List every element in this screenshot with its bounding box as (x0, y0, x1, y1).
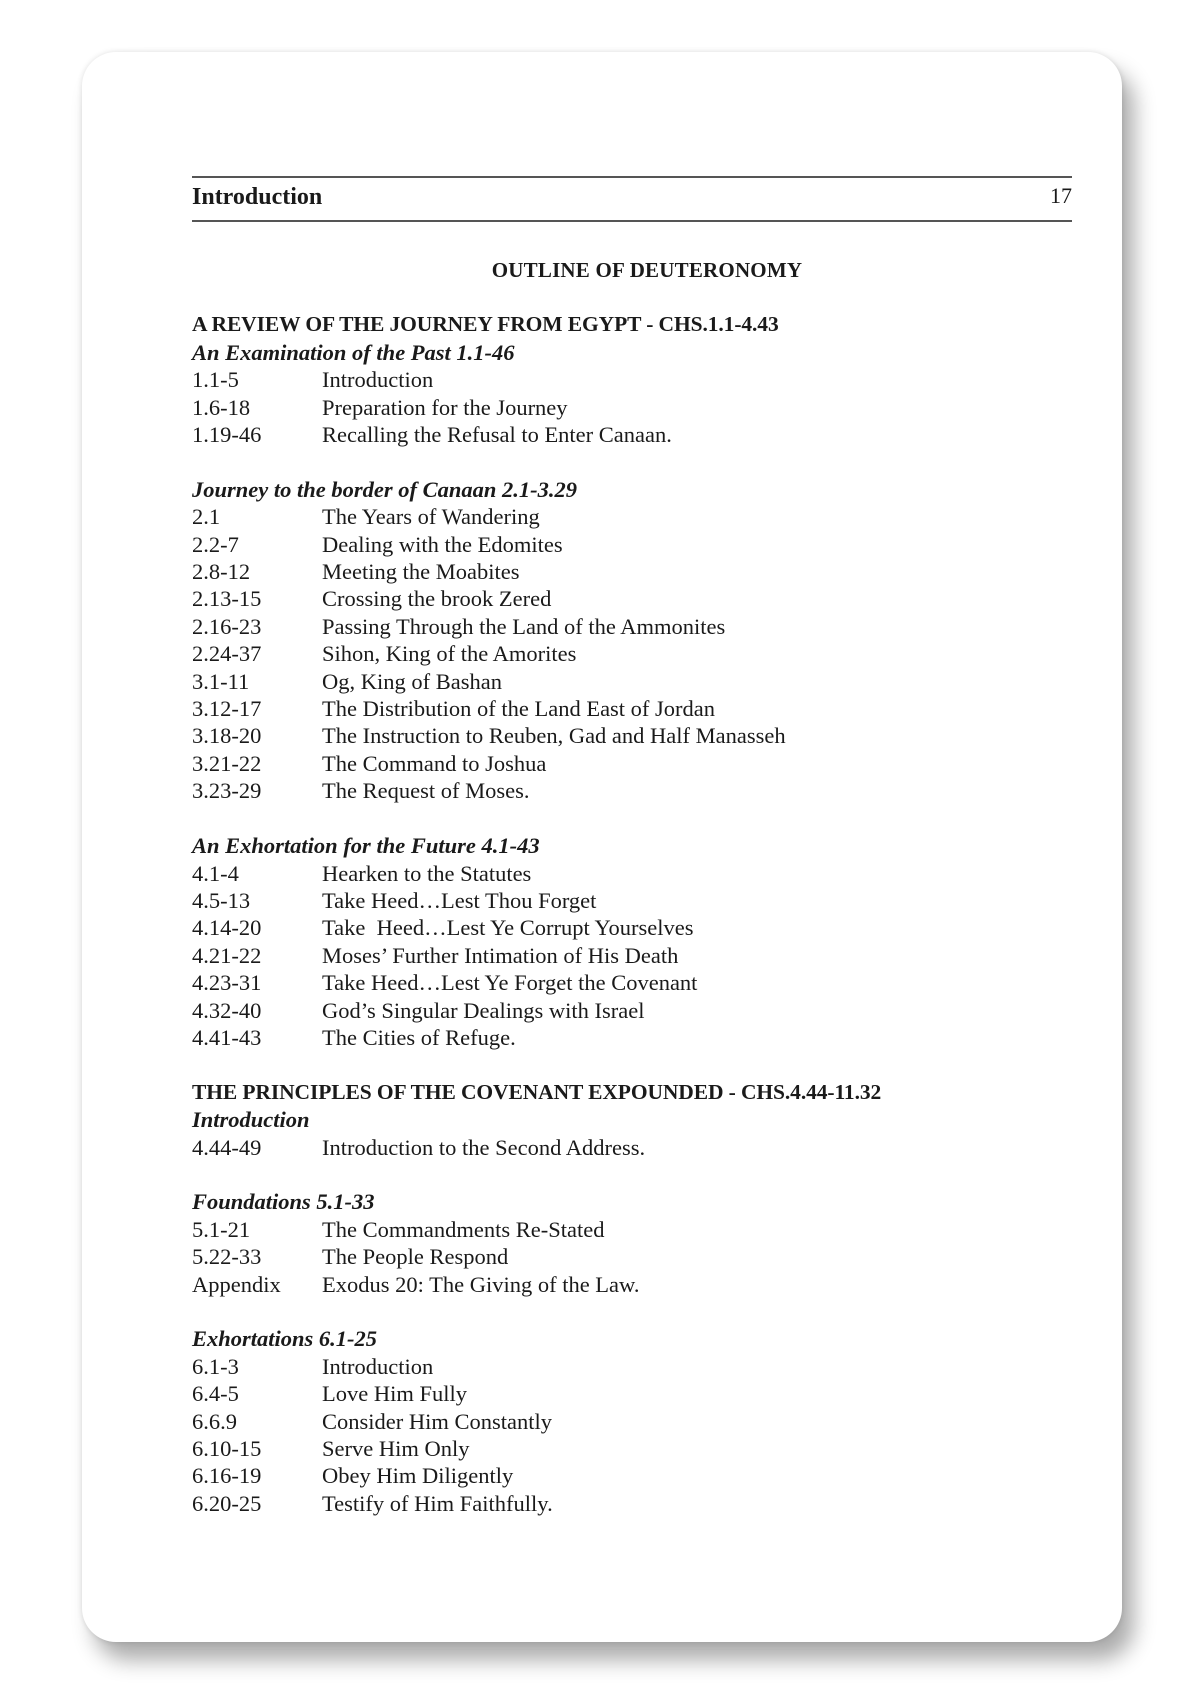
entry-reference: 4.23-31 (192, 970, 262, 996)
entry-description: The People Respond (322, 1244, 509, 1270)
outline-entry (192, 1134, 1072, 1161)
entry-description: Meeting the Moabites (322, 559, 520, 585)
outline-entry (192, 695, 1072, 722)
entry-description: Exodus 20: The Giving of the Law. (322, 1271, 640, 1297)
entry-description: Crossing the brook Zered (322, 586, 552, 612)
outline-entry (192, 668, 1072, 695)
entry-description: Consider Him Constantly (322, 1408, 552, 1434)
entry-reference: 6.6.9 (192, 1408, 237, 1434)
outline-entry (192, 1353, 1072, 1380)
entry-description: Og, King of Bashan (322, 668, 502, 694)
entry-description: The Years of Wandering (322, 504, 540, 530)
outline-entry (192, 1462, 1072, 1489)
outline-entry (192, 366, 1072, 393)
entry-reference: 5.1-21 (192, 1216, 251, 1242)
entry-description: Introduction to the Second Address. (322, 1134, 646, 1160)
outline-entry (192, 997, 1072, 1024)
entry-reference: 3.21-22 (192, 750, 262, 776)
outline-entry (192, 640, 1072, 667)
outline-entry (192, 558, 1072, 585)
entry-reference: 6.1-3 (192, 1353, 239, 1379)
entry-description: The Instruction to Reuben, Gad and Half Manasseh (322, 723, 786, 749)
entry-reference: 3.1-11 (192, 668, 250, 694)
entry-reference: 6.10-15 (192, 1435, 262, 1461)
entry-description: Introduction (322, 1353, 434, 1379)
entry-reference: 6.16-19 (192, 1463, 262, 1489)
outline-entry (192, 942, 1072, 969)
section-title: Introduction (192, 1107, 310, 1133)
entry-description: Serve Him Only (322, 1435, 470, 1461)
outline-entry (192, 1024, 1072, 1051)
section-title: An Exhortation for the Future 4.1-43 (192, 833, 540, 859)
outline-part (192, 311, 1072, 1051)
entry-reference: 2.8-12 (192, 559, 251, 585)
outline-content (192, 257, 1072, 1545)
entry-description: The Command to Joshua (322, 750, 547, 776)
outline-entry (192, 531, 1072, 558)
outline-section (192, 476, 1072, 805)
entry-description: The Commandments Re-Stated (322, 1216, 605, 1242)
entry-reference: 1.19-46 (192, 422, 262, 448)
entry-reference: 5.22-33 (192, 1244, 262, 1270)
entry-reference: 4.14-20 (192, 915, 262, 941)
outline-entry (192, 585, 1072, 612)
entry-description: Take Heed…Lest Ye Forget the Covenant (322, 970, 698, 996)
outline-entry (192, 914, 1072, 941)
entry-reference: 3.23-29 (192, 778, 262, 804)
section-title: Journey to the border of Canaan 2.1-3.29 (192, 476, 578, 502)
outline-entry (192, 887, 1072, 914)
entry-description: Love Him Fully (322, 1381, 467, 1407)
outline-entry (192, 1271, 1072, 1298)
outline-entry (192, 421, 1072, 448)
outline-entry (192, 777, 1072, 804)
entry-description: God’s Singular Dealings with Israel (322, 997, 645, 1023)
outline-section (192, 832, 1072, 1051)
outline-entry (192, 1408, 1072, 1435)
outline-entry (192, 860, 1072, 887)
entry-description: Moses’ Further Intimation of His Death (322, 942, 679, 968)
entry-reference: 2.1 (192, 504, 221, 530)
outline-entry (192, 503, 1072, 530)
outline-entry (192, 1380, 1072, 1407)
section-title: Foundations 5.1-33 (192, 1189, 375, 1215)
entry-reference: 4.5-13 (192, 887, 251, 913)
running-header-title: Introduction (192, 184, 323, 210)
outline-section (192, 1325, 1072, 1517)
outline-section (192, 1106, 1072, 1161)
entry-description: Introduction (322, 367, 434, 393)
outline-entry (192, 722, 1072, 749)
entry-description: Dealing with the Edomites (322, 531, 563, 557)
entry-reference: 2.13-15 (192, 586, 262, 612)
outline-entry (192, 1435, 1072, 1462)
outline-entry (192, 1490, 1072, 1517)
section-title: Exhortations 6.1-25 (192, 1326, 378, 1352)
entry-reference: 4.41-43 (192, 1024, 262, 1050)
entry-reference: 4.44-49 (192, 1134, 262, 1160)
entry-description: Sihon, King of the Amorites (322, 641, 577, 667)
entry-reference: 2.16-23 (192, 613, 262, 639)
entry-description: Recalling the Refusal to Enter Canaan. (322, 422, 672, 448)
entry-reference: 6.20-25 (192, 1490, 262, 1516)
outline-entry (192, 750, 1072, 777)
entry-description: Testify of Him Faithfully. (322, 1490, 553, 1516)
entry-reference: 2.2-7 (192, 531, 239, 557)
entry-reference: 3.18-20 (192, 723, 262, 749)
outline-entry (192, 613, 1072, 640)
outline-section (192, 339, 1072, 449)
running-header (192, 176, 1072, 222)
entry-reference: 6.4-5 (192, 1381, 239, 1407)
part-title: A REVIEW OF THE JOURNEY FROM EGYPT - CHS.1.1-4.43 (192, 312, 779, 337)
outline-entry (192, 969, 1072, 996)
entry-description: The Cities of Refuge. (322, 1024, 516, 1050)
entry-description: Take Heed…Lest Thou Forget (322, 887, 597, 913)
outline-entry (192, 1216, 1072, 1243)
entry-description: The Distribution of the Land East of Jordan (322, 696, 716, 722)
entry-description: Obey Him Diligently (322, 1463, 514, 1489)
entry-reference: Appendix (192, 1271, 281, 1297)
entry-reference: 1.6-18 (192, 394, 251, 420)
outline-title: OUTLINE OF DEUTERONOMY (491, 258, 803, 282)
entry-description: Preparation for the Journey (322, 394, 568, 420)
outline-entry (192, 394, 1072, 421)
entry-reference: 1.1-5 (192, 367, 239, 393)
entry-reference: 4.21-22 (192, 942, 262, 968)
entry-reference: 3.12-17 (192, 696, 262, 722)
entry-description: Take Heed…Lest Ye Corrupt Yourselves (322, 915, 694, 941)
section-title: An Examination of the Past 1.1-46 (192, 339, 515, 365)
entry-description: Passing Through the Land of the Ammonites (322, 613, 726, 639)
outline-entry (192, 1243, 1072, 1270)
entry-description: The Request of Moses. (322, 778, 530, 804)
entry-description: Hearken to the Statutes (322, 860, 532, 886)
part-title: THE PRINCIPLES OF THE COVENANT EXPOUNDED - CHS.4.44-11.32 (192, 1079, 882, 1104)
entry-reference: 4.1-4 (192, 860, 239, 886)
entry-reference: 2.24-37 (192, 641, 262, 667)
outline-part (192, 1079, 1072, 1517)
page-number: 17 (1050, 183, 1072, 208)
outline-section (192, 1188, 1072, 1298)
entry-reference: 4.32-40 (192, 997, 262, 1023)
